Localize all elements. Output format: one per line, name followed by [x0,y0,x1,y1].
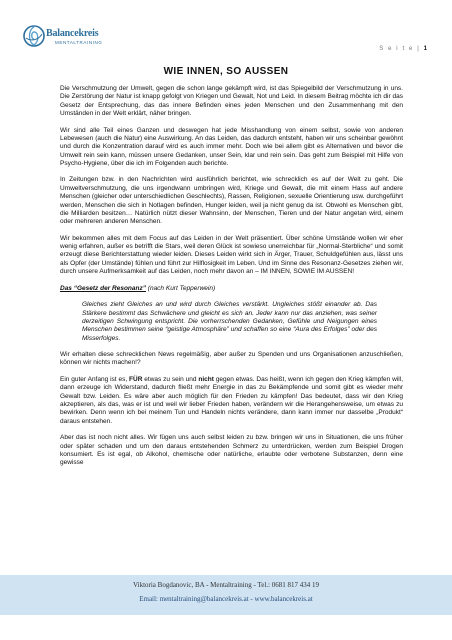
page-separator: | [413,46,424,52]
resonance-quote: Gleiches zieht Gleiches an und wird durch Gleiches verstärkt. Ungleiches stößt einander ab. Das Stärkere bestimmt das Schwächere und gleicht es sich an. Jeder kann nur das anziehen, was seiner derzeitigen Schwingung entspricht. Die vorherrschenden Gedanken, Gefühle und Neigungen eines Menschen bestimmen seine “geistige Atmosphäre” und schaffen so eine “Aura des Erfolges” oder des Misserfolges. [82,301,377,342]
paragraph: Wir erhalten diese schrecklichen News regelmäßig, aber außer zu Spenden und uns Organisationen anzuschließen, können wir nichts machen!? [60,351,403,367]
resonance-heading: Das “Gesetz der Resonanz” [60,284,146,292]
emphasis-fuer: FÜR [129,375,143,383]
emphasis-nicht: nicht [198,375,214,383]
page-number: 1 [423,46,427,52]
page-footer [0,575,452,615]
paragraph [60,376,403,426]
footer-email-web: Email: mentaltraining@balancekreis.at - www.balancekreis.at [139,595,313,603]
paragraph: Die Verschmutzung der Umwelt, gegen die schon lange gekämpft wird, ist das Spiegelbild der Verschmutzung in uns. Die Zerstörung der Natur ist knapp gefolgt von Kriegen und Gewalt, Not und Leid. In diesem Beitrag möchte ich dir das Gesetz der Entsprechung, das das innere Befinden eines jeden Menschen und den Zusammenhang mit den Umständen in der Welt erklärt, näher bringen. [60,85,403,118]
paragraph: Wir bekommen alles mit dem Focus auf das Leiden in der Welt präsentiert. Über schöne Umstände wollen wir eher wenig erfahren, außer es betrifft die Stars, weil deren Glück ist sowieso unerreichbar für „Normal-Sterbliche“ und somit erzeugt diese Berichterstattung wieder leiden. Dieses Leiden wirkt sich in Ärger, Trauer, Schuldgefühlen aus, lässt uns als Opfer (der Umstände) fühlen und führt zur Hilflosigkeit im Leben. Und im Sinne des Resonanz-Gesetzes ziehen wir, durch unsere Aufmerksamkeit auf das Leiden, noch mehr davon an – IM INNEN, SOWIE IM AUSSEN! [60,234,403,276]
section-heading [60,285,403,293]
text-run: Ein guter Anfang ist es, [60,375,130,383]
text-run: gegen etwas. Das heißt, wenn ich gegen den Krieg kämpfen will, dann erzeuge ich Widerstand, dadurch fließt mehr Energie in das zu Bekämpfende und somit gibt es wieder mehr Gewalt bzw. Leiden. Es wäre aber auch möglich für den Frieden zu kämpfen! Das bedeutet, dass wir den Krieg akzeptieren, als das, was er ist und weil wir lieber Frieden haben, verändern wir die Herangehensweise, um etwas zu bewirken. Denn wenn ich bei meinem Tun und Handeln nichts verändere, dann kann immer nur dasselbe „Produkt“ daraus entstehen. [60,375,403,425]
balancekreis-logo [22,22,103,62]
paragraph: Wir sind alle Teil eines Ganzen und deswegen hat jede Misshandlung von einem selbst, sowie von anderen Lebewesen (auch die Natur) eine Auswirkung. An das Leiden, das dadurch entsteht, haben wir uns scheinbar gewöhnt und durch die Konzentration darauf wird es auch immer mehr. Doch wie bei allem gibt es Alternativen und bevor die Umwelt rein sein kann, müssen unsere Gedanken, unser Sein, klar und rein sein. Das geht zum Beispiel mit Hilfe von Psycho-Hygiene, über die ich im Folgenden auch berichte. [60,126,403,167]
page-label: S e i t e [379,46,414,52]
resonance-attribution: (nach Kurt Tepperwein) [145,284,216,292]
page-indicator [379,46,427,52]
logo-tagline: MENTALTRAINING [55,40,103,45]
swirl-logo-icon [22,24,46,48]
article-body [60,85,403,476]
text-run: etwas zu sein und [142,375,199,383]
logo-name: Balancekreis [46,28,99,39]
paragraph: Aber das ist noch nicht alles. Wir fügen uns auch selbst leiden zu bzw. bringen wir uns in Situationen, die uns früher oder später schaden und um den daraus entstehenden Schmerz zu unterdrücken, werden zum Beispiel Drogen konsumiert. Es ist egal, ob Alkohol, chemische oder natürliche, erlaubte oder verbotene Substanzen, denn eine gewisse [60,434,403,467]
footer-contact: Viktoria Bogdanovic, BA - Mentaltraining - Tel.: 0681 817 434 19 [133,581,319,589]
paragraph: In Zeitungen bzw. in den Nachrichten wird ausführlich berichtet, wie schrecklich es auf der Welt zu geht. Die Umweltverschmutzung, die uns irgendwann umbringen wird, Kriege und Gewalt, die mit einem Hass auf andere Menschen (gleicher oder unterschiedlichen Geschlechts), Rassen, Religionen, sexuelle Orientierung usw. durchgeführt werden, Menschen die sich in Notlagen befinden, Hunger leiden, weil ja nicht genug da ist. Obwohl es Menschen gibt, die Milliarden besitzen… Natürlich nützt dieser Wahnsinn, der Menschen, Tieren und der Natur angetan wird, einem oder mehreren anderen Menschen. [60,176,403,226]
page-title: WIE INNEN, SO AUSSEN [163,66,289,77]
